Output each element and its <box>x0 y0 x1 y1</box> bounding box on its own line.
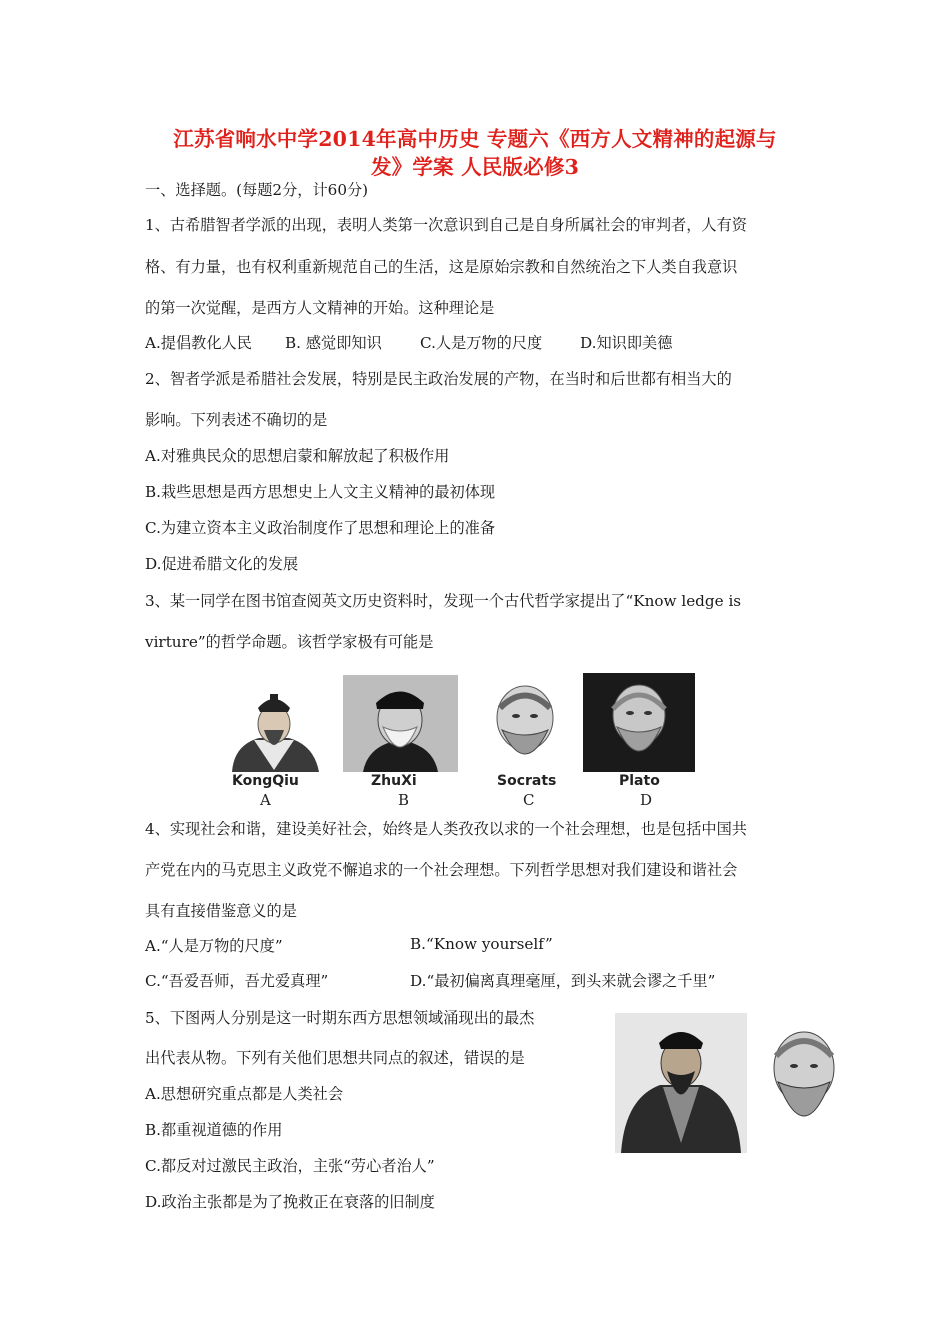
q5-line-1: 5、下图两人分别是这一时期东西方思想领域涌现出的最杰 <box>145 1009 535 1027</box>
kongqiu-portrait <box>224 690 324 772</box>
figure-caption-plato: Plato <box>619 773 660 789</box>
q2-line-2: 影响。下列表述不确切的是 <box>145 411 328 429</box>
q5-option-a: A.思想研究重点都是人类社会 <box>145 1085 344 1103</box>
q1-line-3: 的第一次觉醒，是西方人文精神的开始。这种理论是 <box>145 299 495 317</box>
section-heading: 一、选择题。(每题2分，计60分) <box>145 181 369 199</box>
q3-line-2: virture”的哲学命题。该哲学家极有可能是 <box>145 633 434 651</box>
q5-option-b: B.都重视道德的作用 <box>145 1121 283 1139</box>
q5-option-d: D.政治主张都是为了挽救正在衰落的旧制度 <box>145 1193 435 1211</box>
q4-option-c: C.“吾爱吾师，吾尤爱真理” <box>145 972 329 990</box>
socrates-bust <box>758 1020 850 1152</box>
q5-option-c: C.都反对过激民主政治，主张“劳心者治人” <box>145 1157 435 1175</box>
doc-title-line2: 发》学案 人民版必修3 <box>370 155 580 179</box>
q2-line-1: 2、智者学派是希腊社会发展，特别是民主政治发展的产物，在当时和后世都有相当大的 <box>145 370 732 388</box>
q1-line-1: 1、古希腊智者学派的出现，表明人类第一次意识到自己是自身所属社会的审判者，人有资 <box>145 216 747 234</box>
q4-option-d: D.“最初偏离真理毫厘，到头来就会谬之千里” <box>410 972 716 990</box>
q4-option-a: A.“人是万物的尺度” <box>145 937 283 955</box>
figure-letter-c: C <box>523 791 535 809</box>
zhuxi-portrait <box>343 675 458 772</box>
q2-option-c: C.为建立资本主义政治制度作了思想和理论上的准备 <box>145 519 496 537</box>
figure-letter-d: D <box>640 791 653 809</box>
figure-caption-kongqiu: KongQiu <box>232 773 299 789</box>
figure-letter-b: B <box>398 791 410 809</box>
q4-line-2: 产党在内的马克思主义政党不懈追求的一个社会理想。下列哲学思想对我们建设和谐社会 <box>145 861 738 879</box>
plato-portrait <box>583 673 695 772</box>
q1-option-d: D.知识即美德 <box>580 334 673 352</box>
q2-option-a: A.对雅典民众的思想启蒙和解放起了积极作用 <box>145 447 450 465</box>
figure-caption-zhuxi: ZhuXi <box>371 773 417 789</box>
q1-option-a: A.提倡教化人民 <box>145 334 252 352</box>
q5-line-2: 出代表从物。下列有关他们思想共同点的叙述，错误的是 <box>145 1049 525 1067</box>
socrates-portrait <box>470 678 580 772</box>
q1-option-c: C.人是万物的尺度 <box>420 334 543 352</box>
q4-option-b: B.“Know yourself” <box>410 935 553 953</box>
q4-line-3: 具有直接借鉴意义的是 <box>145 902 297 920</box>
figure-caption-socrats: Socrats <box>497 773 557 789</box>
q3-line-1: 3、某一同学在图书馆查阅英文历史资料时，发现一个古代哲学家提出了“Know ledge is <box>145 592 742 610</box>
doc-title-line1: 江苏省响水中学2014年高中历史 专题六《西方人文精神的起源与 <box>173 127 777 151</box>
confucius-portrait <box>615 1013 747 1153</box>
q2-option-d: D.促进希腊文化的发展 <box>145 555 299 573</box>
q4-line-1: 4、实现社会和谐，建设美好社会，始终是人类孜孜以求的一个社会理想，也是包括中国共 <box>145 820 747 838</box>
q2-option-b: B.栽些思想是西方思想史上人文主义精神的最初体现 <box>145 483 496 501</box>
figure-letter-a: A <box>260 791 271 809</box>
q1-option-b: B. 感觉即知识 <box>285 334 382 352</box>
q1-line-2: 格、有力量，也有权利重新规范自己的生活，这是原始宗教和自然统治之下人类自我意识 <box>145 258 738 276</box>
